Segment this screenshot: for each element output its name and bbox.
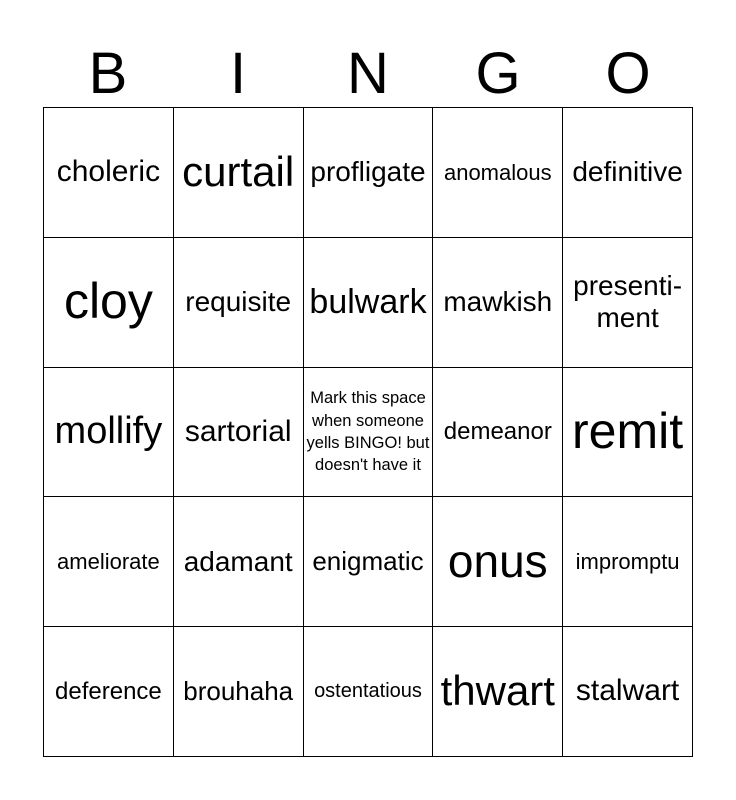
- bingo-cell[interactable]: brouhaha: [174, 627, 304, 757]
- free-space-cell[interactable]: Mark this space when someone yells BINGO! but doesn't have it: [304, 368, 434, 498]
- bingo-cell[interactable]: anomalous: [433, 108, 563, 238]
- bingo-cell[interactable]: definitive: [563, 108, 693, 238]
- bingo-cell[interactable]: mollify: [44, 368, 174, 498]
- bingo-cell[interactable]: impromptu: [563, 497, 693, 627]
- bingo-cell[interactable]: enigmatic: [304, 497, 434, 627]
- bingo-cell[interactable]: sartorial: [174, 368, 304, 498]
- bingo-cell[interactable]: curtail: [174, 108, 304, 238]
- header-letter-g: G: [475, 41, 521, 106]
- bingo-cell[interactable]: thwart: [433, 627, 563, 757]
- bingo-cell[interactable]: cloy: [44, 238, 174, 368]
- bingo-cell[interactable]: demeanor: [433, 368, 563, 498]
- bingo-cell[interactable]: presenti- ment: [563, 238, 693, 368]
- bingo-board: [43, 107, 693, 757]
- bingo-cell[interactable]: ostentatious: [304, 627, 434, 757]
- bingo-cell[interactable]: remit: [563, 368, 693, 498]
- bingo-cell[interactable]: requisite: [174, 238, 304, 368]
- bingo-cell[interactable]: adamant: [174, 497, 304, 627]
- header-letter-b: B: [88, 41, 128, 106]
- bingo-cell[interactable]: ameliorate: [44, 497, 174, 627]
- bingo-cell[interactable]: profligate: [304, 108, 434, 238]
- bingo-cell[interactable]: mawkish: [433, 238, 563, 368]
- bingo-header: [43, 40, 693, 108]
- bingo-cell[interactable]: stalwart: [563, 627, 693, 757]
- header-letter-n: N: [347, 41, 389, 106]
- bingo-cell[interactable]: bulwark: [304, 238, 434, 368]
- bingo-cell[interactable]: onus: [433, 497, 563, 627]
- header-letter-i: I: [229, 41, 247, 106]
- header-letter-o: O: [605, 41, 651, 106]
- bingo-cell[interactable]: choleric: [44, 108, 174, 238]
- bingo-cell[interactable]: deference: [44, 627, 174, 757]
